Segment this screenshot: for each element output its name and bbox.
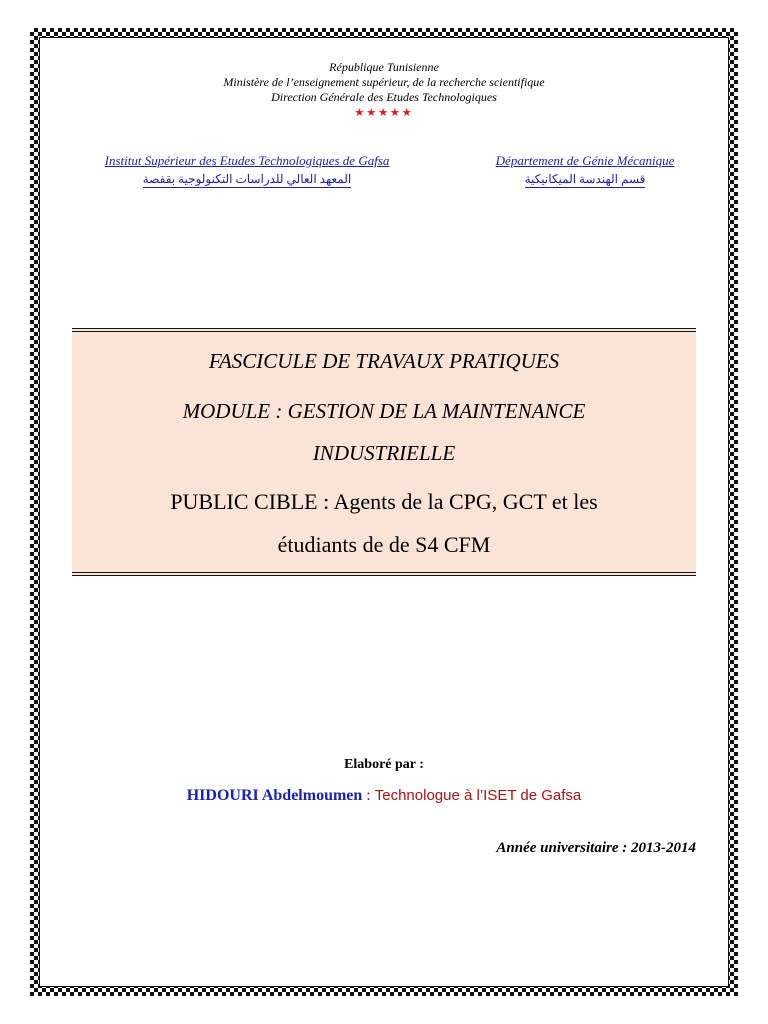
header bbox=[40, 60, 728, 121]
author-name: HIDOURI Abdelmoumen bbox=[186, 787, 363, 804]
author-separator: : bbox=[362, 787, 375, 804]
department-name-fr: Département de Génie Mécanique bbox=[495, 153, 675, 168]
institute-block bbox=[82, 153, 412, 188]
institute-name-ar: المعهد العالي للدراسات التكنولوجية بقفصة bbox=[142, 172, 352, 186]
department-block bbox=[470, 153, 700, 188]
public-cible: PUBLIC CIBLE : Agents de la CPG, GCT et les bbox=[170, 489, 598, 514]
public-cible-cont: étudiants de de S4 CFM bbox=[277, 532, 491, 557]
title-module: MODULE : GESTION DE LA MAINTENANCE bbox=[182, 399, 586, 423]
academic-year: Année universitaire : 2013-2014 bbox=[496, 840, 696, 856]
header-republic: République Tunisienne bbox=[329, 60, 439, 74]
header-ministry: Ministère de l’enseignement supérieur, de la recherche scientifique bbox=[223, 75, 545, 89]
title-module-cont: INDUSTRIELLE bbox=[312, 441, 456, 465]
author-line bbox=[40, 787, 728, 805]
header-stars: ★★★★★ bbox=[354, 107, 414, 119]
author-role: Technologue à l’ISET de Gafsa bbox=[374, 787, 582, 804]
department-name-ar: قسم الهندسة الميكانيكية bbox=[524, 172, 646, 186]
title-box bbox=[72, 328, 696, 576]
header-direction: Direction Générale des Etudes Technologiques bbox=[271, 90, 497, 104]
prepared-by-label: Elaboré par : bbox=[344, 757, 424, 772]
title-fascicule: FASCICULE DE TRAVAUX PRATIQUES bbox=[208, 349, 560, 373]
institute-name-fr: Institut Supérieur des Etudes Technologiques de Gafsa bbox=[104, 153, 390, 168]
